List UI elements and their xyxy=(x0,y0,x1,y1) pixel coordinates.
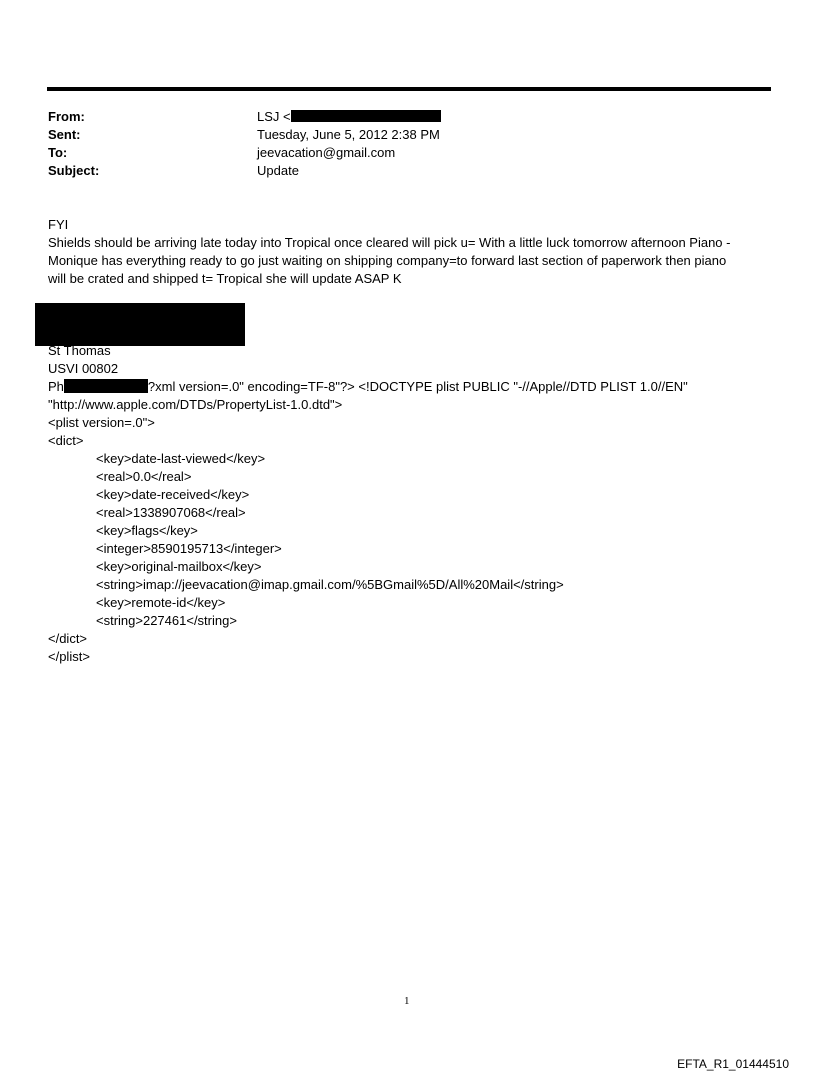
plist-line: <key>flags</key> xyxy=(96,523,198,538)
plist-line: "http://www.apple.com/DTDs/PropertyList-1.0.dtd"> xyxy=(48,397,343,412)
email-header xyxy=(48,108,748,180)
signature-city: St Thomas xyxy=(48,343,111,358)
signature-phone-line xyxy=(48,378,688,396)
signature-redaction xyxy=(35,303,245,346)
phone-prefix: Ph xyxy=(48,379,64,394)
from-name: LSJ < xyxy=(257,109,291,124)
signature-postal: USVI 00802 xyxy=(48,361,119,376)
plist-line: <real>1338907068</real> xyxy=(96,505,246,520)
to-value: jeevacation@gmail.com xyxy=(257,145,396,160)
plist-line: <dict> xyxy=(48,433,84,448)
subject-value: Update xyxy=(257,163,299,178)
plist-line: <string>227461</string> xyxy=(96,613,237,628)
document-id: EFTA_R1_01444510 xyxy=(677,1057,789,1071)
redaction-box xyxy=(291,110,441,122)
plist-line: <real>0.0</real> xyxy=(96,469,192,484)
sent-value: Tuesday, June 5, 2012 2:38 PM xyxy=(257,127,440,142)
plist-line: </plist> xyxy=(48,649,90,664)
subject-label: Subject: xyxy=(48,163,100,178)
plist-line: </dict> xyxy=(48,631,88,646)
sent-label: Sent: xyxy=(48,127,81,142)
from-value xyxy=(257,108,441,126)
plist-line: <key>date-received</key> xyxy=(96,487,250,502)
plist-line: <key>original-mailbox</key> xyxy=(96,559,262,574)
phone-redaction xyxy=(64,379,148,393)
body-line: Shields should be arriving late today into Tropical once cleared will pick u= With a little luck tomorrow afternoon Piano - xyxy=(48,235,731,250)
header-rule xyxy=(47,87,771,91)
plist-line: <plist version=.0"> xyxy=(48,415,155,430)
page-number: 1 xyxy=(404,995,410,1007)
body-greeting: FYI xyxy=(48,217,69,232)
plist-line: <string>imap://jeevacation@imap.gmail.com/%5BGmail%5D/All%20Mail</string> xyxy=(96,577,564,592)
plist-line: <key>remote-id</key> xyxy=(96,595,226,610)
phone-suffix: ?xml version=.0" encoding=TF-8"?> <!DOCTYPE plist PUBLIC "-//Apple//DTD PLIST 1.0//EN" xyxy=(147,379,688,394)
body-line: will be crated and shipped t= Tropical she will update ASAP K xyxy=(48,271,402,286)
plist-line: <integer>8590195713</integer> xyxy=(96,541,282,556)
from-label: From: xyxy=(48,109,85,124)
to-label: To: xyxy=(48,145,68,160)
plist-line: <key>date-last-viewed</key> xyxy=(96,451,266,466)
body-line: Monique has everything ready to go just waiting on shipping company=to forward last section of paperwork then piano xyxy=(48,253,727,268)
